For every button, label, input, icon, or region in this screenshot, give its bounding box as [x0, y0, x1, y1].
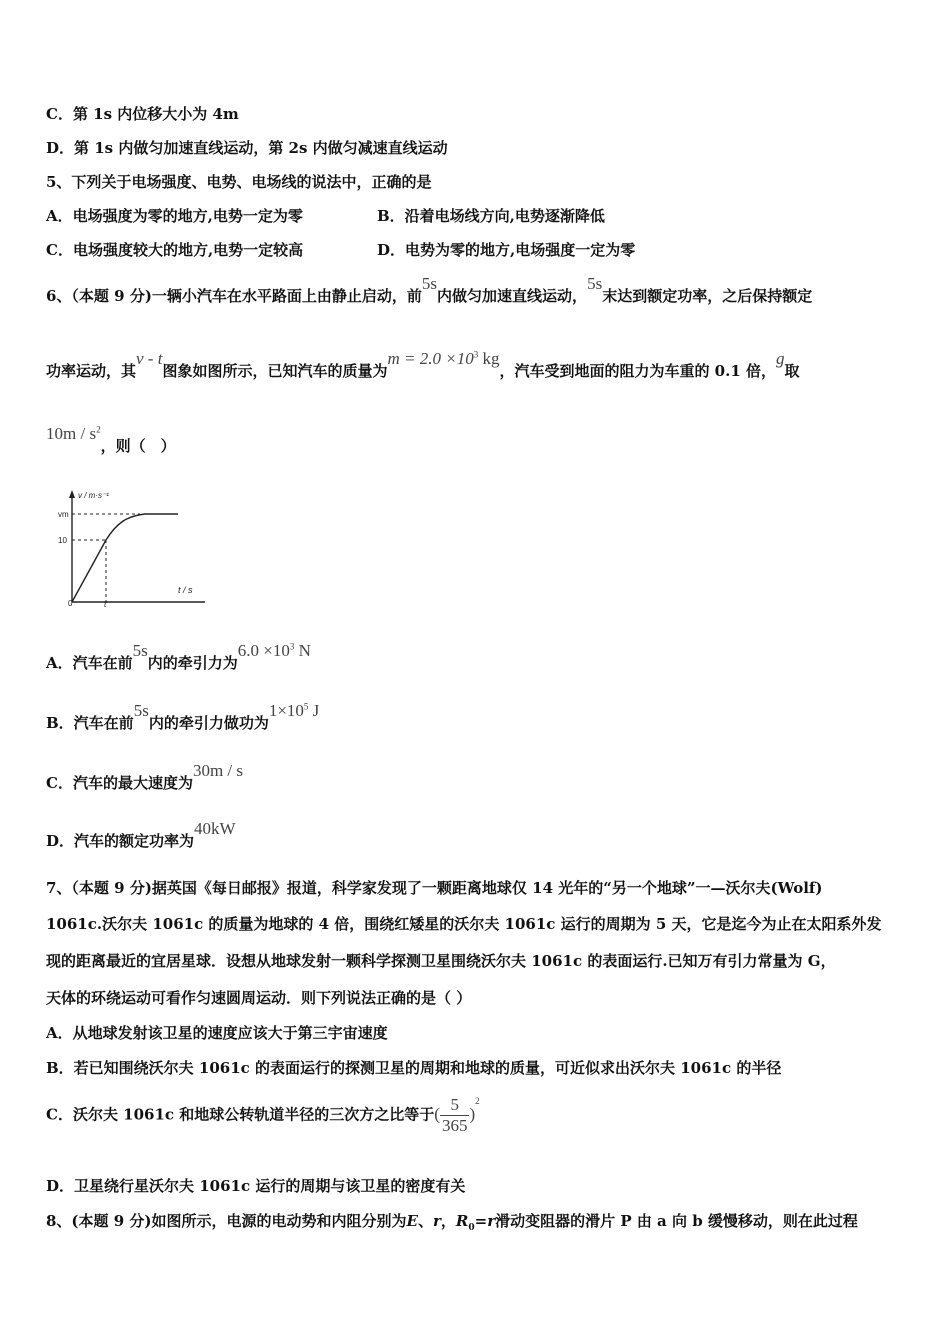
q5-option-a: A．电场强度为零的地方,电势一定为零 [46, 207, 303, 225]
vt-graph [50, 480, 210, 610]
question-5: 5、下列关于电场强度、电势、电场线的说法中，正确的是 [46, 173, 432, 191]
q7-option-b: B．若已知围绕沃尔夫 1061c 的表面运行的探测卫星的周期和地球的质量，可近似求出沃尔夫 1061c 的半径 [46, 1059, 782, 1077]
q6-option-b: B．汽车在前5s内的牵引力做功为$1\times 10^5$ J [46, 701, 320, 732]
q6-option-d: D．汽车的额定功率为40kW [46, 819, 236, 850]
v10-label: 10 [58, 536, 67, 545]
q7-option-a: A．从地球发射该卫星的速度应该大于第三宇宙速度 [46, 1024, 388, 1042]
x-axis-label: t / s [178, 585, 193, 595]
q5-option-d: D．电势为零的地方,电场强度一定为零 [377, 241, 636, 259]
question-6-line3: $10m / s^2$，则（ ） [46, 424, 176, 455]
q6-option-a: A．汽车在前5s内的牵引力为$6.0 \times 10^3$ N [46, 641, 311, 672]
g-value: $10m / s^2$ [46, 424, 101, 443]
q5-option-b: B．沿着电场线方向,电势逐渐降低 [377, 207, 605, 225]
question-7-line1: 7、（本题 9 分)据英国《每日邮报》报道，科学家发现了一颗距离地球仅 14 光年的“另一个地球”一—沃尔夫(Wolf) [46, 879, 823, 897]
question-6-line1: 6、（本题 9 分)一辆小汽车在水平路面上由静止启动，前5s内做匀加速直线运动，5s末达到额定功率，之后保持额定 [46, 274, 813, 305]
q7-option-d: D．卫星绕行星沃尔夫 1061c 运行的周期与该卫星的密度有关 [46, 1177, 466, 1195]
q7-option-c: C．沃尔夫 1061c 和地球公转轨道半径的三次方之比等于( $\frac{5}{365}$ )$^2$ [46, 1095, 480, 1135]
q5-option-c: C．电场强度较大的地方,电势一定较高 [46, 241, 304, 259]
time-5s-2: 5s [587, 274, 603, 293]
vt-symbol: v - t [136, 349, 163, 368]
q6-option-c: C．汽车的最大速度为30m / s [46, 761, 244, 792]
option-d-prev: D．第 1s 内做匀加速直线运动，第 2s 内做匀减速直线运动 [46, 139, 448, 157]
vm-label: vm [58, 510, 69, 519]
fraction-5-365: $\frac{5}{365}$ [441, 1095, 468, 1135]
curve-segment [106, 514, 178, 540]
t-label: t [104, 600, 107, 609]
y-axis-label: v / m·s⁻¹ [78, 491, 109, 500]
question-6-line2: 功率运动，其v - t图象如图所示，已知汽车的质量为$m = 2.0 \times 10^3$ kg，汽车受到地面的阻力为车重的 0.1 倍，g取 [46, 349, 800, 380]
y-axis-arrow [69, 490, 75, 498]
mass-formula: $m = 2.0 \times 10^3$ kg [387, 349, 500, 368]
option-c-prev: C．第 1s 内位移大小为 4m [46, 105, 239, 123]
question-7-line3: 现的距离最近的宜居星球．设想从地球发射一颗科学探测卫星围绕沃尔夫 1061c 的表面运行.已知万有引力常量为 G， [46, 952, 836, 970]
question-8: 8、(本题 9 分)如图所示，电源的电动势和内阻分别为E、r，$R_0=r$滑动变阻器的滑片 P 由 a 向 b 缓慢移动，则在此过程 [46, 1212, 858, 1233]
time-5s: 5s [421, 274, 438, 293]
origin-label: 0 [68, 599, 73, 608]
question-7-line4: 天体的环绕运动可看作匀速圆周运动．则下列说法正确的是（ ） [46, 989, 472, 1007]
linear-segment [72, 540, 106, 602]
g-symbol: g [776, 349, 785, 368]
question-7-line2: 1061c.沃尔夫 1061c 的质量为地球的 4 倍，围绕红矮星的沃尔夫 1061c 运行的周期为 5 天，它是迄今为止在太阳系外发 [46, 915, 882, 933]
